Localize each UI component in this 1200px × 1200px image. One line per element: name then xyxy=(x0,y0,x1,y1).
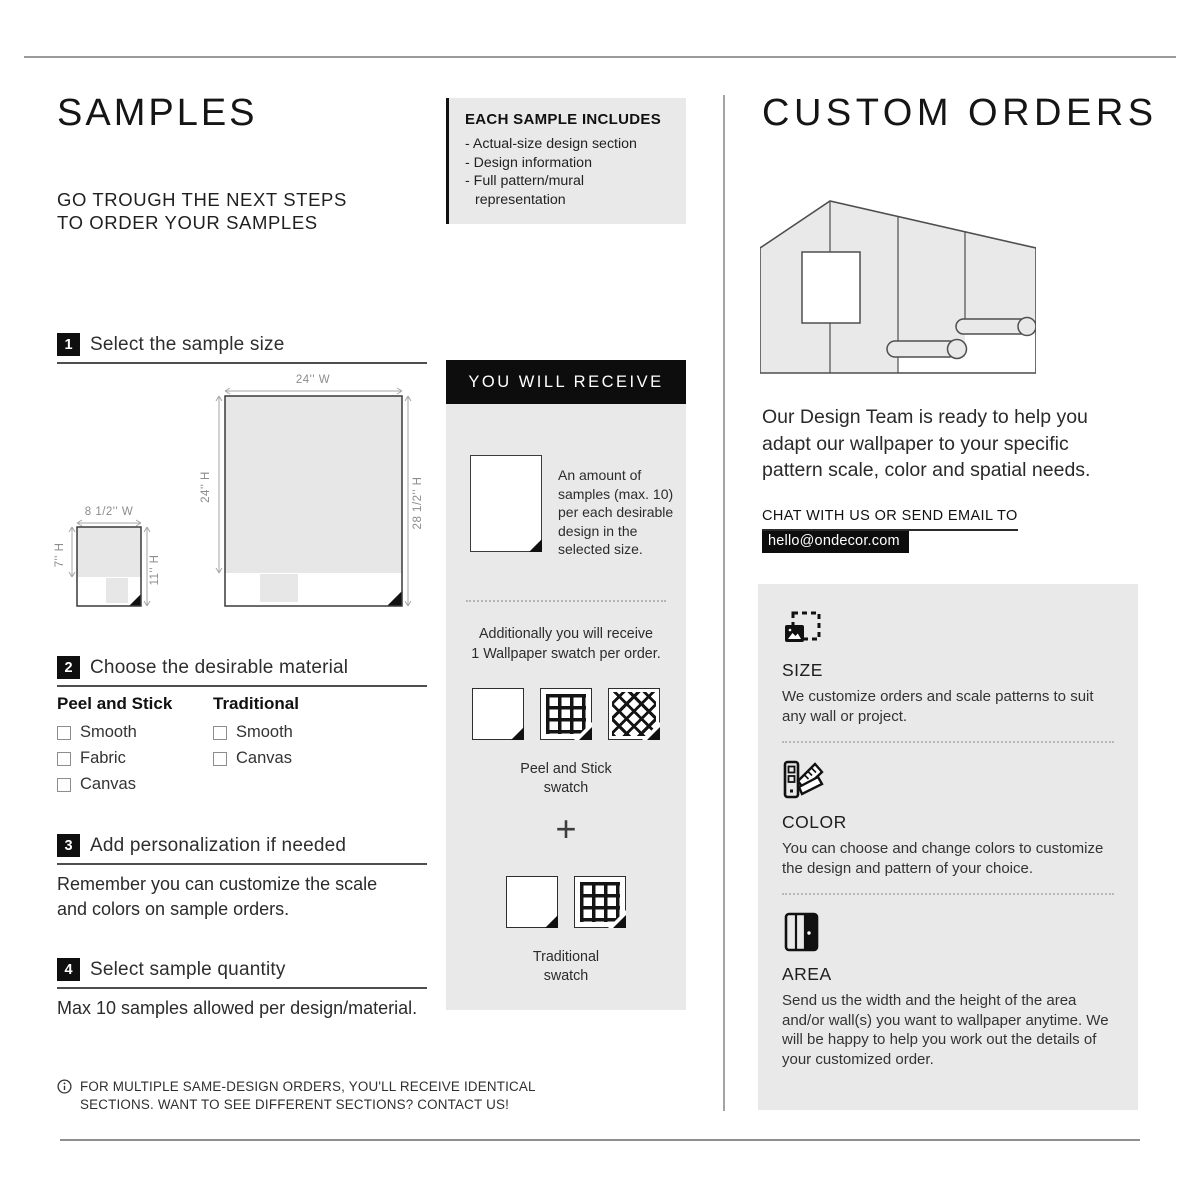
material-option-peel-fabric[interactable] xyxy=(57,749,213,768)
includes-title: EACH SAMPLE INCLUDES xyxy=(465,111,662,128)
step-2-label: Choose the desirable material xyxy=(90,656,349,678)
receive-header: YOU WILL RECEIVE xyxy=(446,360,686,404)
includes-item: - Design information xyxy=(465,154,653,173)
material-option-traditional-canvas[interactable] xyxy=(213,749,299,768)
feature-area-text: Send us the width and the height of the area and/or wall(s) you want to wallpaper anytime. We will be happy to help you work out the details of your customized order. xyxy=(782,992,1109,1068)
feature-size-title: SIZE xyxy=(782,660,823,680)
checkbox-icon[interactable] xyxy=(213,726,227,740)
step-2-badge: 2 xyxy=(57,656,80,679)
option-label: Canvas xyxy=(236,749,292,767)
traditional-label-line2: swatch xyxy=(543,968,589,984)
color-swatches-icon xyxy=(782,760,824,800)
option-label: Smooth xyxy=(236,723,293,741)
checkbox-icon[interactable] xyxy=(57,778,71,792)
feature-size xyxy=(782,610,1114,726)
you-will-receive-panel xyxy=(446,360,686,1010)
material-option-traditional-smooth[interactable] xyxy=(213,723,299,742)
small-outer-height-label: 11'' H xyxy=(149,554,161,586)
material-option-peel-canvas[interactable] xyxy=(57,775,213,794)
samples-intro-line2: TO ORDER YOUR SAMPLES xyxy=(57,212,318,233)
footnote-line1: FOR MULTIPLE SAME-DESIGN ORDERS, YOU'LL RECEIVE IDENTICAL xyxy=(80,1079,536,1094)
large-inner-height-label: 24'' H xyxy=(200,471,212,503)
material-option-peel-smooth[interactable] xyxy=(57,723,213,742)
feature-area-title: AREA xyxy=(782,964,832,984)
wall-area-icon xyxy=(782,912,822,952)
peel-label-line1: Peel and Stick xyxy=(520,761,612,777)
info-icon xyxy=(57,1079,72,1094)
small-width-label: 8 1/2'' W xyxy=(84,506,134,518)
option-label: Fabric xyxy=(80,749,126,767)
step-4-badge: 4 xyxy=(57,958,80,981)
option-label: Smooth xyxy=(80,723,137,741)
additional-line2: 1 Wallpaper swatch per order. xyxy=(471,646,661,662)
custom-orders-intro: Our Design Team is ready to help you adapt our wallpaper to your specific pattern scale, color and spatial needs. xyxy=(762,406,1091,481)
additional-line1: Additionally you will receive xyxy=(478,626,654,642)
large-width-label: 24'' W xyxy=(295,374,331,386)
swatch-plain-icon xyxy=(472,688,524,740)
swatch-grid-pattern-icon xyxy=(574,876,626,928)
sample-size-diagram-large xyxy=(195,368,430,616)
sample-paper-illustration xyxy=(470,455,542,552)
feature-area xyxy=(782,912,1114,1069)
wallpapered-wall-illustration xyxy=(760,200,1036,376)
footnote-text xyxy=(80,1078,536,1113)
step-3-label: Add personalization if needed xyxy=(90,834,347,856)
step-1-badge: 1 xyxy=(57,333,80,356)
checkbox-icon[interactable] xyxy=(57,752,71,766)
step-3-badge: 3 xyxy=(57,834,80,857)
peel-swatch-label xyxy=(446,760,686,798)
small-inner-height-label: 7'' H xyxy=(54,542,66,568)
step-4-header xyxy=(57,958,427,989)
sample-size-diagram-small xyxy=(50,480,200,620)
peel-and-stick-swatches xyxy=(446,688,686,740)
step-4-label: Select sample quantity xyxy=(90,958,286,980)
swatch-grid-pattern-icon xyxy=(540,688,592,740)
email-address[interactable]: hello@ondecor.com xyxy=(762,531,909,553)
swatch-plain-icon xyxy=(506,876,558,928)
receive-sample-text: An amount of samples (max. 10) per each desirable design in the selected size. xyxy=(558,467,674,557)
samples-intro-line1: GO TROUGH THE NEXT STEPS xyxy=(57,189,347,210)
top-rule xyxy=(24,56,1176,58)
traditional-swatch-label xyxy=(446,948,686,986)
samples-intro xyxy=(57,188,347,234)
window xyxy=(802,252,860,323)
dotted-divider xyxy=(782,741,1114,743)
peel-label-line2: swatch xyxy=(543,780,589,796)
material-column-traditional xyxy=(213,694,299,801)
includes-item: - Actual-size design section xyxy=(465,135,653,154)
customization-features-panel xyxy=(758,584,1138,1110)
includes-item: - Full pattern/mural representation xyxy=(465,172,653,209)
each-sample-includes-box xyxy=(446,98,686,224)
material-column-peel-and-stick xyxy=(57,694,213,801)
feature-color-title: COLOR xyxy=(782,812,847,832)
footnote-line2: SECTIONS. WANT TO SEE DIFFERENT SECTIONS? CONTACT US! xyxy=(80,1096,509,1112)
dotted-divider xyxy=(782,893,1114,895)
peel-and-stick-title: Peel and Stick xyxy=(57,694,173,713)
swatch-crosshatch-pattern-icon xyxy=(608,688,660,740)
page-title-samples: SAMPLES xyxy=(57,92,258,134)
dotted-divider xyxy=(466,600,666,602)
step-1-label: Select the sample size xyxy=(90,333,285,355)
footnote xyxy=(57,1078,536,1113)
plus-sign: + xyxy=(555,808,577,849)
wallpaper-roll-icon xyxy=(956,318,1036,336)
feature-color xyxy=(782,760,1114,878)
wallpaper-roll-icon xyxy=(887,340,967,359)
option-label: Canvas xyxy=(80,775,136,793)
column-divider xyxy=(723,95,725,1111)
bottom-rule xyxy=(60,1139,1140,1141)
checkbox-icon[interactable] xyxy=(57,726,71,740)
checkbox-icon[interactable] xyxy=(213,752,227,766)
traditional-swatches xyxy=(446,876,686,928)
traditional-title: Traditional xyxy=(213,694,299,713)
large-outer-height-label: 28 1/2'' H xyxy=(412,476,424,530)
feature-color-text: You can choose and change colors to customize the design and pattern of your choice. xyxy=(782,840,1104,877)
step-3-description: Remember you can customize the scale and colors on sample orders. xyxy=(57,874,378,919)
scale-image-icon xyxy=(782,610,822,648)
material-options xyxy=(57,694,299,801)
step-3-header xyxy=(57,834,427,865)
step-2-header xyxy=(57,656,427,687)
step-4-description: Max 10 samples allowed per design/material. xyxy=(57,998,418,1018)
step-1-header xyxy=(57,333,427,364)
receive-additional-text xyxy=(446,624,686,664)
page-title-custom-orders: CUSTOM ORDERS xyxy=(762,92,1158,134)
chat-with-us-label: CHAT WITH US OR SEND EMAIL TO xyxy=(762,508,1018,531)
feature-size-text: We customize orders and scale patterns to suit any wall or project. xyxy=(782,688,1094,725)
traditional-label-line1: Traditional xyxy=(532,949,600,965)
